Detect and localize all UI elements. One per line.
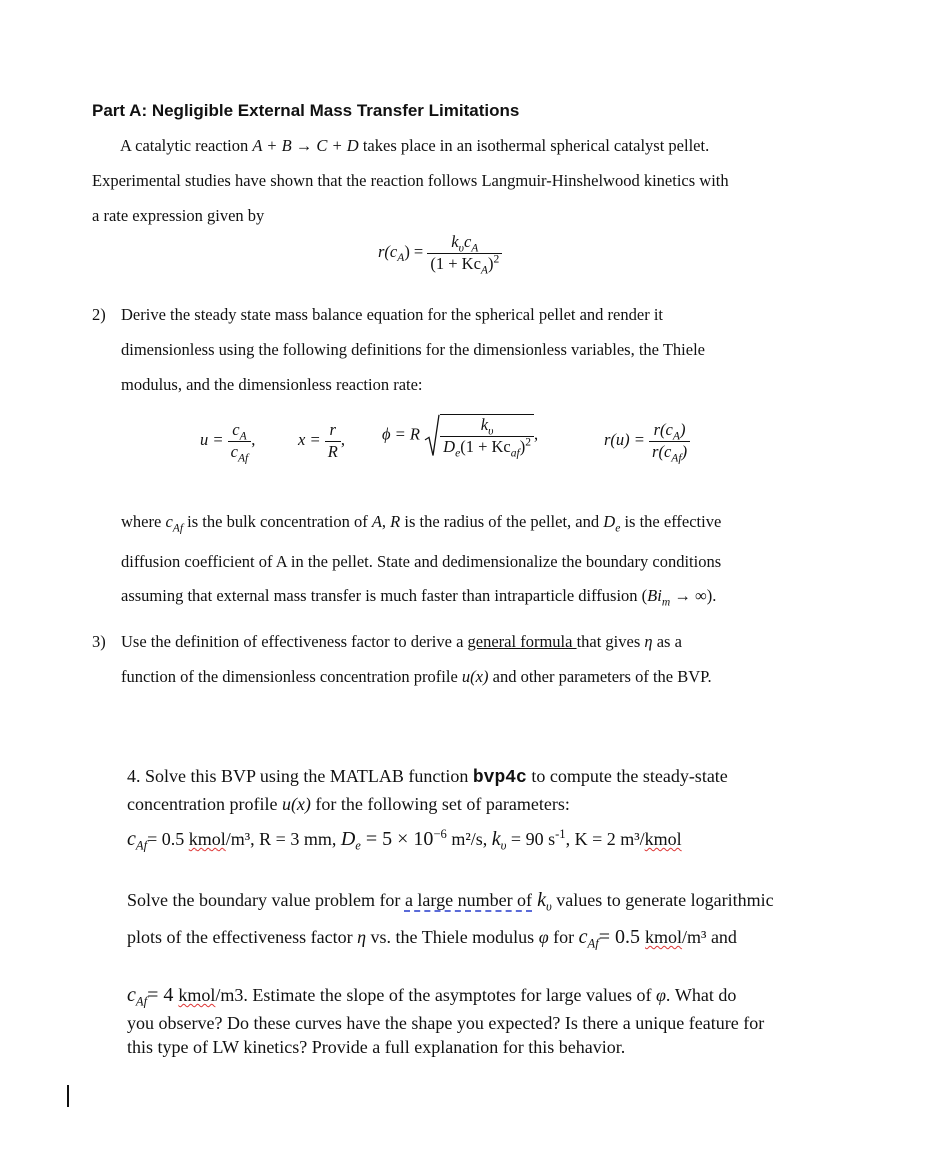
q2-line-3: modulus, and the dimensionless reaction rate:	[121, 375, 423, 394]
rate-fraction: $\frac{k_\upsilon c_A}{(1 + Kc_A)^2}$	[427, 232, 502, 274]
def-x: x = $\frac{r}{R}$ ,	[298, 420, 345, 461]
q4-solve-line-1: Solve the boundary value problem for a large number of $k_\upsilon$ values to generate logarithmic	[127, 889, 774, 914]
q3-number: 3)	[92, 632, 106, 651]
intro-line-2: Experimental studies have shown that the reaction follows Langmuir-Hinshelwood kinetics with	[92, 171, 729, 190]
bvp4c-code: bvp4c	[472, 768, 527, 788]
q4-parameters: $c_{Af}= 0.5$ kmol/m³, R = 3 mm, $D_e = 5 \times 10^{-6}$ m²/s, $k_\upsilon = 90$ $s^{-1}$, K = 2 m³/kmol	[127, 827, 682, 853]
text-cursor	[67, 1085, 69, 1107]
q4-last-line-2: you observe? Do these curves have the shape you expected? Is there a unique feature for	[127, 1013, 765, 1033]
q4-line-2: concentration profile u(x) for the following set of parameters:	[127, 794, 570, 814]
def-dimensionless-rate: r(u) = $\frac{r(c_A)}{r(c_{Af})}$	[604, 420, 690, 462]
general-formula-link[interactable]: general formula	[467, 632, 577, 651]
q4-last-line-3: this type of LW kinetics? Provide a full explanation for this behavior.	[127, 1037, 626, 1057]
def-thiele-modulus: ϕ = R $\frac{k_\upsilon}{D_e(1 + Kc_{af})^2}$ ,	[382, 415, 539, 459]
reaction-equation: A + B → C + D	[252, 136, 359, 155]
q4-line-1: 4. Solve this BVP using the MATLAB function bvp4c to compute the steady-state	[127, 766, 728, 788]
def-u: u = $\frac{c_A}{c_{Af}}$ ,	[200, 420, 256, 464]
q4-last-line-1: $c_{Af}= 4$ kmol/m3. Estimate the slope of the asymptotes for large values of φ. What do	[127, 984, 737, 1009]
q2-assumption-line: assuming that external mass transfer is much faster than intraparticle diffusion ($Bi_m$ → ∞).	[121, 586, 717, 609]
q3-line-2: function of the dimensionless concentration profile u(x) and other parameters of the BVP.	[121, 667, 712, 686]
q2-diffusion-line: diffusion coefficient of A in the pellet. State and dedimensionalize the boundary conditions	[121, 552, 722, 571]
q2-line-1: Derive the steady state mass balance equation for the spherical pellet and render it	[121, 305, 663, 324]
rate-expression: $r(c_A)$ = $\frac{k_\upsilon c_A}{(1 + Kc_A)^2}$	[378, 232, 502, 274]
large-number-highlight: a large number of	[404, 890, 533, 910]
q3-line-1: Use the definition of effectiveness factor to derive a general formula that gives η as a	[121, 632, 682, 651]
part-a-heading: Part A: Negligible External Mass Transfer Limitations	[92, 101, 520, 120]
q4-solve-line-2: plots of the effectiveness factor η vs. the Thiele modulus φ for $c_{Af}= 0.5$ kmol/m³ and	[127, 926, 737, 951]
intro-line-3: a rate expression given by	[92, 206, 265, 225]
square-root-icon	[424, 414, 440, 457]
intro-line-1: A catalytic reaction A + B → C + D takes place in an isothermal spherical catalyst pellet.	[120, 136, 710, 155]
q2-line-2: dimensionless using the following definitions for the dimensionless variables, the Thiele	[121, 340, 705, 359]
q2-number: 2)	[92, 305, 106, 324]
q2-where-line: where $c_{Af}$ is the bulk concentration of A, R is the radius of the pellet, and $D_e$ is the effective	[121, 512, 722, 535]
